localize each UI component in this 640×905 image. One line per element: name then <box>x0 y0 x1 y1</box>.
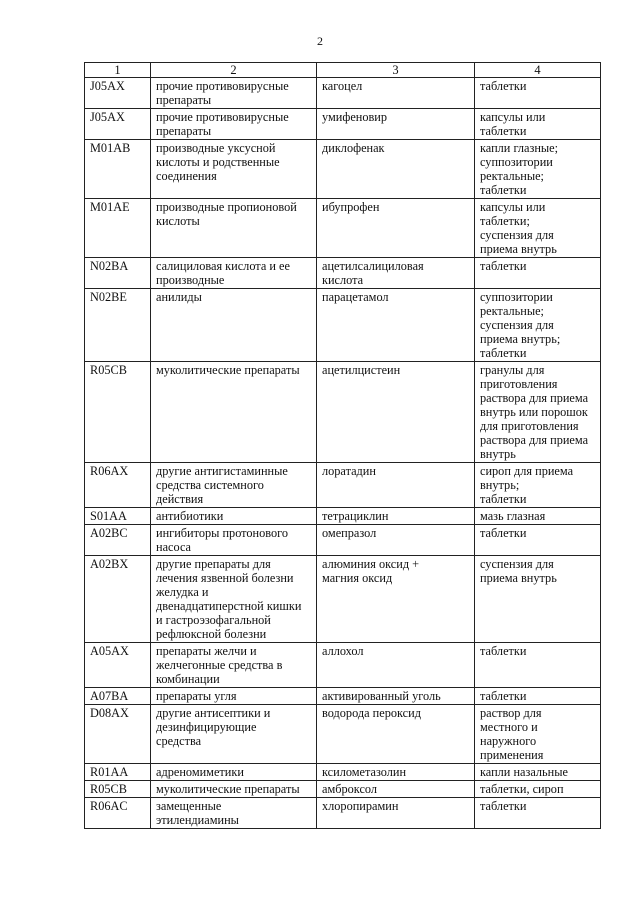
atc-code-cell: A02BX <box>85 556 151 643</box>
drug-name-cell: водорода пероксид <box>317 705 475 764</box>
atc-code-cell: D08AX <box>85 705 151 764</box>
atc-code-cell: N02BE <box>85 289 151 362</box>
drug-name-cell: ацетилцистеин <box>317 362 475 463</box>
table-row <box>85 289 601 362</box>
pharm-group-cell: муколитические препараты <box>151 781 317 798</box>
table-row <box>85 525 601 556</box>
pharm-group-cell: салициловая кислота и ее производные <box>151 258 317 289</box>
drug-name-cell: лоратадин <box>317 463 475 508</box>
dosage-form-cell: суппозитории ректальные; суспензия для приема внутрь; таблетки <box>475 289 601 362</box>
pharm-group-cell: ингибиторы протонового насоса <box>151 525 317 556</box>
dosage-form-cell: мазь глазная <box>475 508 601 525</box>
pharm-group-cell: прочие противовирусные препараты <box>151 109 317 140</box>
atc-code-cell: R06AX <box>85 463 151 508</box>
pharm-group-cell: препараты угля <box>151 688 317 705</box>
atc-code-cell: N02BA <box>85 258 151 289</box>
drug-name-cell: тетрациклин <box>317 508 475 525</box>
atc-code-cell: J05AX <box>85 109 151 140</box>
table-row <box>85 140 601 199</box>
dosage-form-cell: капли глазные; суппозитории ректальные; таблетки <box>475 140 601 199</box>
drug-name-cell: кагоцел <box>317 78 475 109</box>
drug-name-cell: алюминия оксид + магния оксид <box>317 556 475 643</box>
pharm-group-cell: замещенные этилендиамины <box>151 798 317 829</box>
dosage-form-cell: таблетки <box>475 688 601 705</box>
pharm-group-cell: антибиотики <box>151 508 317 525</box>
atc-code-cell: J05AX <box>85 78 151 109</box>
header-col-3: 3 <box>317 63 475 78</box>
table-row <box>85 508 601 525</box>
pharm-group-cell: прочие противовирусные препараты <box>151 78 317 109</box>
table-row <box>85 199 601 258</box>
dosage-form-cell: таблетки <box>475 798 601 829</box>
drug-name-cell: омепразол <box>317 525 475 556</box>
atc-code-cell: M01AE <box>85 199 151 258</box>
atc-code-cell: A02BC <box>85 525 151 556</box>
drug-name-cell: ксилометазолин <box>317 764 475 781</box>
dosage-form-cell: раствор для местного и наружного применения <box>475 705 601 764</box>
table-row <box>85 798 601 829</box>
atc-code-cell: R05CB <box>85 781 151 798</box>
dosage-form-cell: капли назальные <box>475 764 601 781</box>
drug-name-cell: ацетилсалициловая кислота <box>317 258 475 289</box>
atc-code-cell: R05CB <box>85 362 151 463</box>
pharm-group-cell: препараты желчи и желчегонные средства в комбинации <box>151 643 317 688</box>
atc-code-cell: A07BA <box>85 688 151 705</box>
dosage-form-cell: сироп для приема внутрь; таблетки <box>475 463 601 508</box>
drug-name-cell: умифеновир <box>317 109 475 140</box>
header-col-2: 2 <box>151 63 317 78</box>
atc-code-cell: A05AX <box>85 643 151 688</box>
dosage-form-cell: таблетки <box>475 643 601 688</box>
drug-name-cell: аллохол <box>317 643 475 688</box>
pharm-group-cell: производные уксусной кислоты и родственные соединения <box>151 140 317 199</box>
header-col-1: 1 <box>85 63 151 78</box>
table-row <box>85 643 601 688</box>
drug-name-cell: амброксол <box>317 781 475 798</box>
dosage-form-cell: капсулы или таблетки <box>475 109 601 140</box>
atc-code-cell: S01AA <box>85 508 151 525</box>
drug-table <box>84 62 601 829</box>
atc-code-cell: R01AA <box>85 764 151 781</box>
table-row <box>85 109 601 140</box>
atc-code-cell: M01AB <box>85 140 151 199</box>
drug-name-cell: активированный уголь <box>317 688 475 705</box>
table-row <box>85 688 601 705</box>
table-row <box>85 764 601 781</box>
pharm-group-cell: анилиды <box>151 289 317 362</box>
dosage-form-cell: таблетки <box>475 525 601 556</box>
table-row <box>85 362 601 463</box>
drug-name-cell: диклофенак <box>317 140 475 199</box>
atc-code-cell: R06AC <box>85 798 151 829</box>
table-row <box>85 556 601 643</box>
table-row <box>85 463 601 508</box>
header-row <box>85 63 601 78</box>
drug-name-cell: хлоропирамин <box>317 798 475 829</box>
pharm-group-cell: производные пропионовой кислоты <box>151 199 317 258</box>
dosage-form-cell: таблетки, сироп <box>475 781 601 798</box>
table-row <box>85 78 601 109</box>
pharm-group-cell: другие антигистаминные средства системного действия <box>151 463 317 508</box>
dosage-form-cell: капсулы или таблетки; суспензия для приема внутрь <box>475 199 601 258</box>
drug-name-cell: парацетамол <box>317 289 475 362</box>
table-row <box>85 258 601 289</box>
dosage-form-cell: таблетки <box>475 258 601 289</box>
table-body <box>85 78 601 829</box>
pharm-group-cell: другие антисептики и дезинфицирующие средства <box>151 705 317 764</box>
header-col-4: 4 <box>475 63 601 78</box>
drug-name-cell: ибупрофен <box>317 199 475 258</box>
table-row <box>85 781 601 798</box>
dosage-form-cell: таблетки <box>475 78 601 109</box>
pharm-group-cell: другие препараты для лечения язвенной болезни желудка и двенадцатиперстной кишки и гастроэзофагальной рефлюксной болезни <box>151 556 317 643</box>
pharm-group-cell: муколитические препараты <box>151 362 317 463</box>
dosage-form-cell: суспензия для приема внутрь <box>475 556 601 643</box>
pharm-group-cell: адреномиметики <box>151 764 317 781</box>
dosage-form-cell: гранулы для приготовления раствора для приема внутрь или порошок для приготовления раствора для приема внутрь <box>475 362 601 463</box>
page-number: 2 <box>317 34 323 48</box>
table-row <box>85 705 601 764</box>
